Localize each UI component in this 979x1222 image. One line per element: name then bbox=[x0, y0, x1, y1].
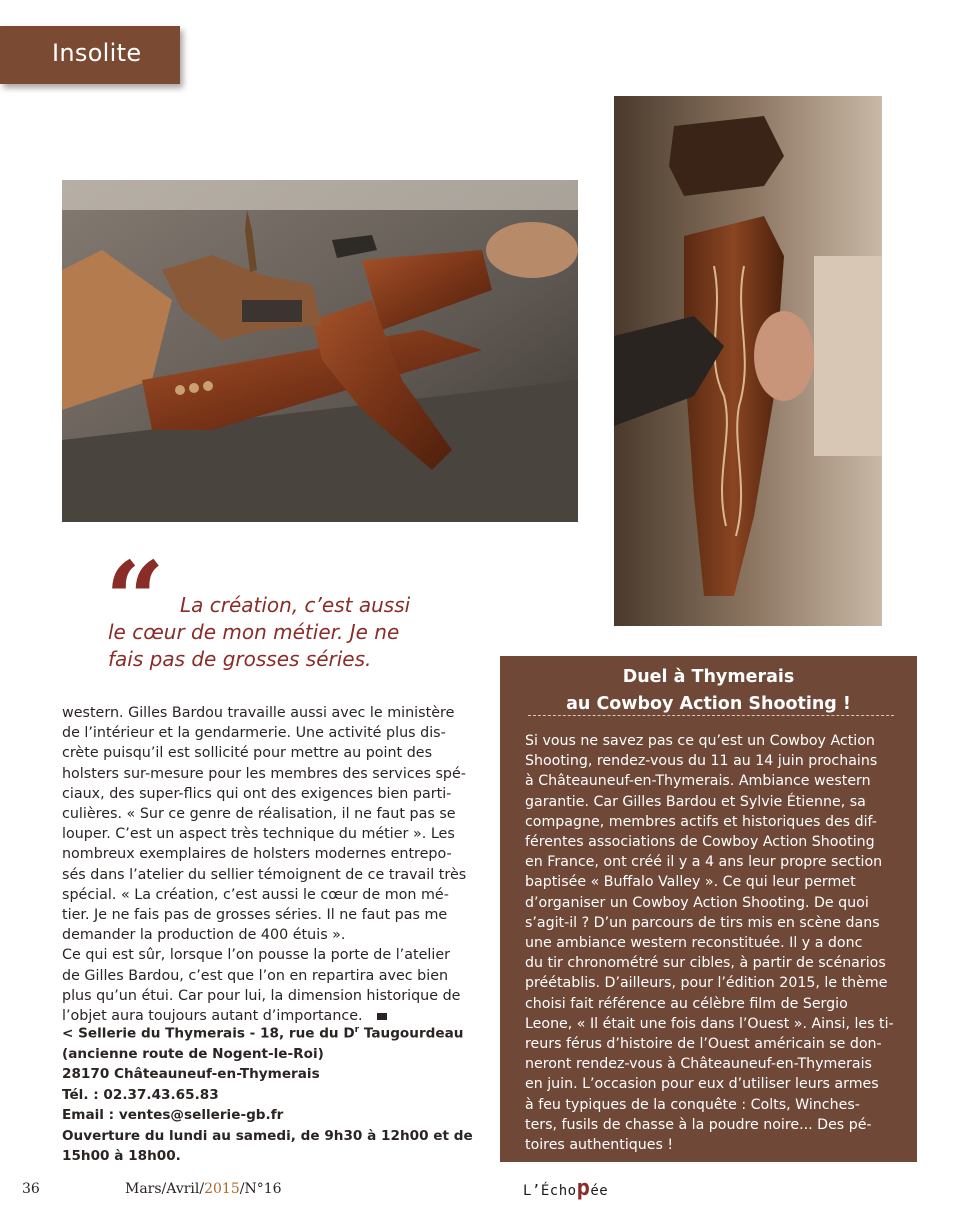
sidebar-line: préétablis. D’ailleurs, pour l’édition 2015, le thème bbox=[525, 975, 888, 992]
sidebar-line: en juin. L’occasion pour eux d’utiliser leurs armes bbox=[525, 1076, 879, 1093]
address-sup: r bbox=[354, 1025, 360, 1035]
sidebar-body bbox=[525, 731, 897, 1155]
sidebar-title bbox=[500, 664, 917, 718]
body-line: western. Gilles Bardou travaille aussi avec le ministère bbox=[62, 705, 455, 721]
sidebar-line: du tir chronométré sur cibles, à partir de scénarios bbox=[525, 955, 886, 972]
body-line: de l’intérieur et la gendarmerie. Une activité plus dis- bbox=[62, 725, 446, 742]
sidebar-line: s’agit-il ? D’un parcours de tirs mis en scène dans bbox=[525, 914, 880, 931]
sidebar-line: compagne, membres actifs et historiques des dif- bbox=[525, 813, 877, 830]
body-line: nombreux exemplaires de holsters modernes entrepo- bbox=[62, 846, 452, 863]
issue-number: /N°16 bbox=[239, 1181, 282, 1197]
logo-prefix: L’Écho bbox=[523, 1183, 577, 1199]
address-email: Email : ventes@sellerie-gb.fr bbox=[62, 1107, 284, 1124]
magazine-logo bbox=[523, 1178, 608, 1200]
address-hours: 15h00 à 18h00. bbox=[62, 1147, 181, 1164]
photo-tooled-holster bbox=[614, 96, 882, 626]
body-line: culières. « Sur ce genre de réalisation, il ne faut pas se bbox=[62, 806, 456, 823]
address-line bbox=[62, 1020, 502, 1044]
sidebar-line: ters, fusils de chasse à la poudre noire... Des pé- bbox=[525, 1116, 872, 1133]
sidebar-line: reurs férus d’histoire de l’Ouest américain se don- bbox=[525, 1036, 882, 1053]
body-line: tier. Je ne fais pas de grosses séries. Il ne faut pas me bbox=[62, 907, 448, 924]
sidebar-line: toires authentiques ! bbox=[525, 1137, 674, 1154]
body-line: Ce qui est sûr, lorsque l’on pousse la porte de l’atelier bbox=[62, 947, 450, 964]
sidebar-line: férentes associations de Cowboy Action Shooting bbox=[525, 834, 875, 851]
address-line: 28170 Châteauneuf-en-Thymerais bbox=[62, 1066, 320, 1083]
sidebar-line: à Châteauneuf-en-Thymerais. Ambiance western bbox=[525, 773, 871, 790]
sidebar-line: Leone, « Il était une fois dans l’Ouest ». Ainsi, les ti- bbox=[525, 1015, 894, 1032]
sidebar-title-line: Duel à Thymerais bbox=[622, 667, 795, 687]
pull-quote-line: le cœur de mon métier. Je ne bbox=[108, 620, 400, 644]
body-line: louper. C’est un aspect très technique du métier ». Les bbox=[62, 826, 455, 843]
sidebar-line: à feu typiques de la conquête : Colts, Winches- bbox=[525, 1096, 860, 1113]
sidebar-line: une ambiance western reconstituée. Il y a donc bbox=[525, 935, 863, 952]
end-of-article-icon bbox=[377, 1013, 387, 1020]
logo-suffix: ée bbox=[590, 1183, 609, 1199]
sidebar-divider bbox=[528, 715, 894, 716]
address-street: < Sellerie du Thymerais - 18, rue du D bbox=[62, 1025, 355, 1042]
pull-quote-line: La création, c’est aussi bbox=[180, 593, 411, 617]
photo-holster-workbench bbox=[62, 180, 578, 522]
pull-quote bbox=[108, 592, 438, 673]
address-block bbox=[62, 1020, 502, 1166]
pull-quote-line: fais pas de grosses séries. bbox=[108, 647, 372, 671]
issue-label bbox=[125, 1181, 282, 1197]
sidebar-line: baptisée « Buffalo Valley ». Ce qui leur permet bbox=[525, 874, 856, 891]
sidebar-line: Si vous ne savez pas ce qu’est un Cowboy Action bbox=[525, 733, 875, 749]
body-line: plus qu’un étui. Car pour lui, la dimension historique de bbox=[62, 987, 461, 1004]
sidebar-line: neront rendez-vous à Châteauneuf-en-Thymerais bbox=[525, 1056, 872, 1073]
body-line: sés dans l’atelier du sellier témoignent de ce travail très bbox=[62, 866, 467, 883]
article-body bbox=[62, 703, 474, 1026]
section-tab bbox=[0, 26, 180, 84]
body-line-text: l’objet aura toujours autant d’importance. bbox=[62, 1008, 363, 1025]
issue-year: 2015 bbox=[204, 1181, 240, 1197]
sidebar-title-line: au Cowboy Action Shooting ! bbox=[566, 694, 851, 714]
sidebar-line: d’organiser un Cowboy Action Shooting. De quoi bbox=[525, 894, 869, 911]
logo-letter: p bbox=[576, 1176, 591, 1201]
body-line: de Gilles Bardou, c’est que l’on en repartira avec bien bbox=[62, 967, 449, 984]
body-line: ciaux, des super-flics qui ont des exigences bien parti- bbox=[62, 785, 452, 802]
issue-month: Mars/Avril/ bbox=[125, 1181, 205, 1197]
quote-mark-icon: “ bbox=[105, 538, 165, 661]
sidebar-line: en France, ont créé il y a 4 ans leur propre section bbox=[525, 854, 883, 871]
body-line: holsters sur-mesure pour les membres des services spé- bbox=[62, 765, 466, 782]
address-line: (ancienne route de Nogent-le-Roi) bbox=[62, 1045, 324, 1062]
sidebar-line: garantie. Car Gilles Bardou et Sylvie Étienne, sa bbox=[525, 793, 866, 810]
section-label: Insolite bbox=[52, 39, 142, 67]
address-street-name: Taugourdeau bbox=[359, 1025, 464, 1042]
body-line: demander la production de 400 étuis ». bbox=[62, 927, 346, 944]
address-phone: Tél. : 02.37.43.65.83 bbox=[62, 1086, 219, 1103]
body-line: crète puisqu’il est sollicité pour mettre au point des bbox=[62, 745, 433, 762]
page-number: 36 bbox=[22, 1181, 40, 1197]
sidebar-line: choisi fait référence au célèbre film de Sergio bbox=[525, 995, 848, 1012]
sidebar-line: Shooting, rendez-vous du 11 au 14 juin prochains bbox=[525, 753, 878, 770]
address-hours: Ouverture du lundi au samedi, de 9h30 à 12h00 et de bbox=[62, 1127, 473, 1144]
body-line: spécial. « La création, c’est aussi le cœur de mon mé- bbox=[62, 886, 449, 903]
